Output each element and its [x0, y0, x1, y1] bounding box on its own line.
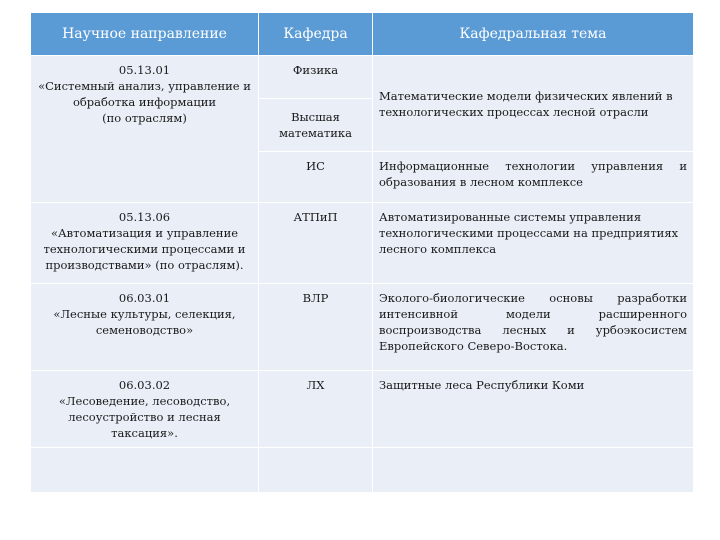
- direction-text-line: «Лесные культуры, селекция,: [53, 307, 236, 321]
- empty-cell: [31, 448, 259, 493]
- theme-cell-info-tech: Информационные технологии управления и образования в лесном комплексе: [373, 152, 694, 203]
- direction-text-line: семеноводство»: [95, 323, 194, 337]
- direction-text-line: производствами» (по отраслям).: [45, 258, 244, 272]
- direction-text-line: обработка информации: [72, 95, 217, 109]
- direction-code: 06.03.01: [118, 291, 171, 305]
- direction-cell-06-03-01: [31, 284, 259, 371]
- direction-text-line: (по отраслям): [102, 111, 187, 125]
- research-table-container: [30, 12, 693, 474]
- direction-code: 05.13.01: [118, 63, 171, 77]
- theme-cell-ecology: Эколого-биологические основы разработки интенсивной модели расширенного воспроизводства лесных и урбоэкосистем Европейского Северо-Востока.: [373, 284, 694, 371]
- table-row: [31, 56, 694, 99]
- direction-cell-05-13-06: [31, 203, 259, 284]
- theme-cell-protective-forests: Защитные леса Республики Коми: [373, 371, 694, 448]
- direction-text-line: технологическими процессами и: [43, 242, 246, 256]
- research-directions-table: [30, 12, 694, 493]
- header-department: Кафедра: [259, 13, 373, 56]
- table-row-empty: [31, 448, 694, 493]
- table-row: [31, 371, 694, 448]
- direction-text-line: «Системный анализ, управление и: [38, 79, 251, 93]
- table-row: [31, 203, 694, 284]
- table-row: [31, 284, 694, 371]
- department-cell-higher-math: Высшая математика: [259, 99, 373, 152]
- direction-code: 06.03.02: [118, 378, 171, 392]
- direction-text-line: лесоустройство и лесная таксация».: [68, 410, 221, 440]
- department-cell-lh: ЛХ: [259, 371, 373, 448]
- table-header-row: [31, 13, 694, 56]
- header-department-theme: Кафедральная тема: [373, 13, 694, 56]
- direction-cell-05-13-01: [31, 56, 259, 203]
- empty-cell: [373, 448, 694, 493]
- theme-cell-math-models: Математические модели физических явлений в технологических процессах лесной отрасли: [373, 56, 694, 152]
- department-cell-atpip: АТПиП: [259, 203, 373, 284]
- department-cell-is: ИС: [259, 152, 373, 203]
- department-cell-vlr: ВЛР: [259, 284, 373, 371]
- direction-text-line: «Автоматизация и управление: [50, 226, 239, 240]
- empty-cell: [259, 448, 373, 493]
- direction-cell-06-03-02: [31, 371, 259, 448]
- header-scientific-direction: Научное направление: [31, 13, 259, 56]
- department-cell-physics: Физика: [259, 56, 373, 99]
- direction-text-line: «Лесоведение, лесоводство,: [58, 394, 231, 408]
- direction-code: 05.13.06: [118, 210, 171, 224]
- theme-cell-automation: Автоматизированные системы управления технологическими процессами на предприятиях лесного комплекса: [373, 203, 694, 284]
